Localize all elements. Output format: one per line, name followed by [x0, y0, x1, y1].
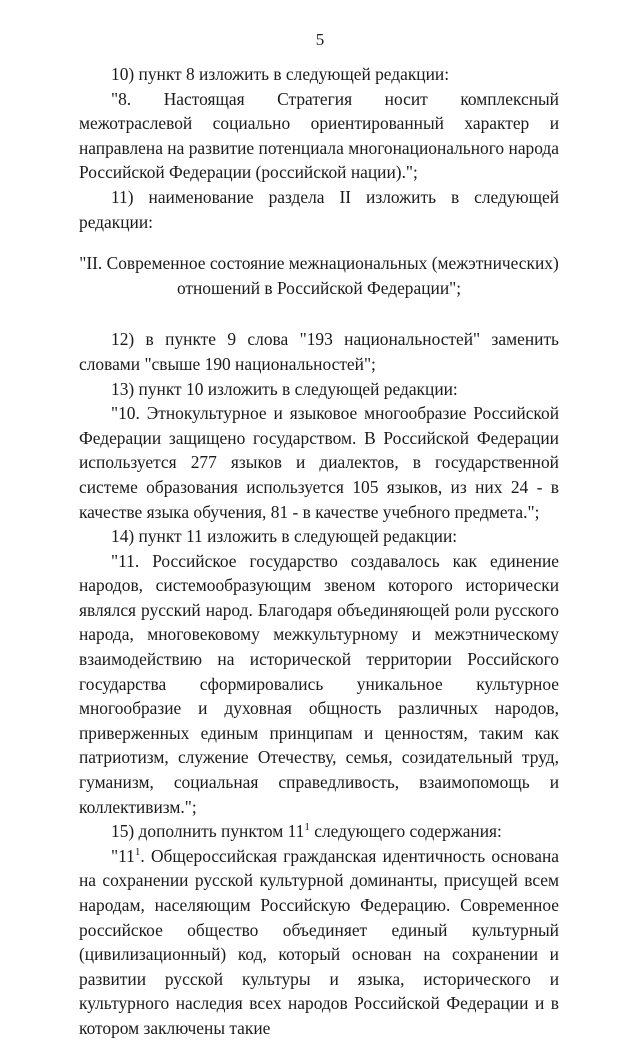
- item-13-intro: 13) пункт 10 изложить в следующей редакции:: [111, 378, 458, 399]
- item-12-text: 12) в пункте 9 слова "193 национальностей" заменить словами "свыше 190 национальностей";: [79, 329, 559, 374]
- item-11-intro: 11) наименование раздела II изложить в следующей редакции:: [79, 186, 559, 232]
- item-15-intro-end: следующего содержания:: [309, 821, 502, 842]
- item-14-intro: 14) пункт 11 изложить в следующей редакции:: [111, 526, 458, 547]
- item-15-quote-body: . Общероссийская гражданская идентичность основана на сохранении русской культурной доминанты, присущей всем народам, населяющим Российскую Федерацию. Современное российское общество объединяет единый культурный (цивилизационный) код, который основан на сохранении и развитии русской культуры и языка, исторического и культурного наследия всех народов Российской Федерации и в котором заключены такие: [79, 845, 559, 1038]
- item-10-quoted-text: "8. Настоящая Стратегия носит комплексный межотраслевой социально ориентированный характер и направлена на развитие потенциала многонационального народа Российской Федерации (российской нации).";: [79, 88, 559, 183]
- item-15-quote-superscript: 1: [134, 846, 141, 859]
- item-13-quoted-text: "10. Этнокультурное и языковое многообразие Российской Федерации защищено государством. В Российской Федерации используется 277 языков и диалектов, в государственной системе образования используется 105 языков, из них 24 - в качестве языка обучения, 81 - в качестве учебного предмета.";: [79, 403, 559, 522]
- document-body: [79, 62, 559, 1041]
- item-15-quoted-text: [79, 844, 559, 1041]
- item-14-quoted-text: "11. Российское государство создавалось как единение народов, системообразующим звеном которого исторически являлся русский народ. Благодаря объединяющей роли русского народа, многовековому межкультурному и межэтническому взаимодействию на исторической территории Российского государства сформировались уникальное культурное многообразие и духовная общность различных народов, приверженных единым принципам и ценностям, таким как патриотизм, служение Отечеству, семья, созидательный труд, гуманизм, социальная справедливость, взаимопомощь и коллективизм.";: [79, 550, 559, 817]
- item-15-intro-start: 15) дополнить пунктом 11: [111, 821, 305, 842]
- section-heading-line-2: отношений в Российской Федерации";: [176, 277, 462, 298]
- item-15-intro-superscript: 1: [304, 821, 310, 834]
- section-heading: [79, 251, 559, 300]
- item-15-intro: [79, 819, 559, 844]
- item-15-quote-number: "11: [111, 845, 135, 866]
- item-10-intro: 10) пункт 8 изложить в следующей редакции:: [111, 64, 450, 84]
- section-heading-line-1: "II. Современное состояние межнациональных (межэтнических): [79, 253, 559, 274]
- page-number: 5: [315, 30, 325, 49]
